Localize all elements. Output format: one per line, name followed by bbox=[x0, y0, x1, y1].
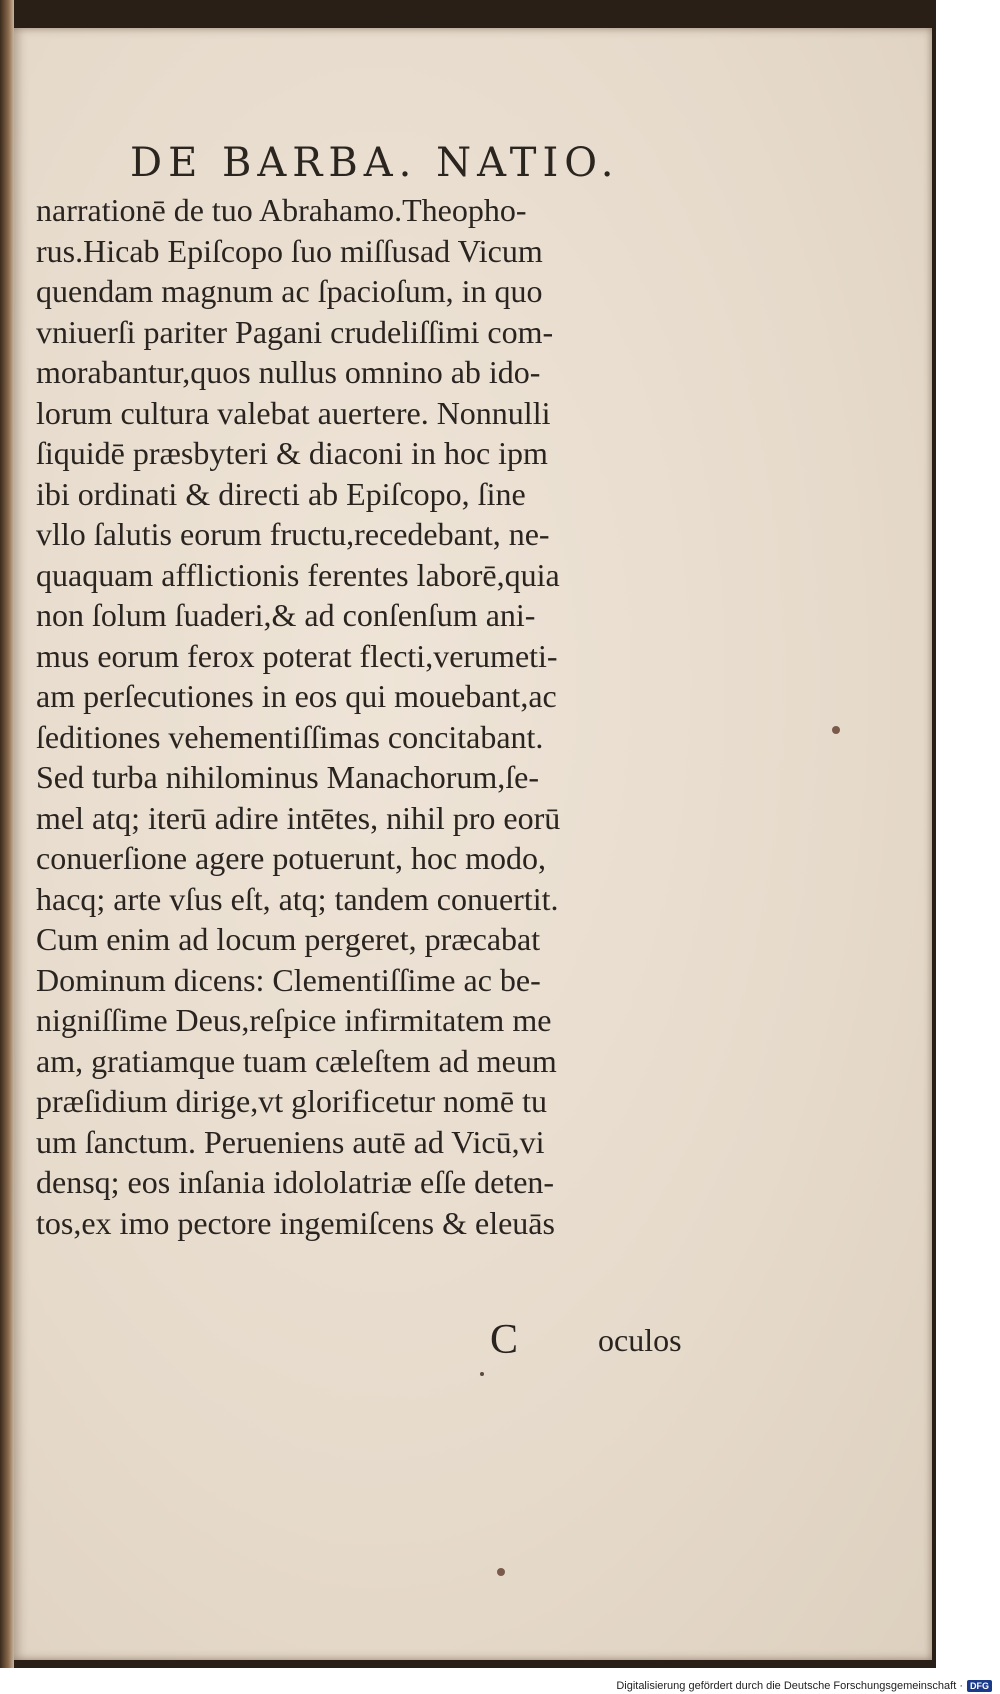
text-line: mel atq; iterū adire intētes, nihil pro eorū bbox=[36, 799, 561, 836]
text-line: narrationē de tuo Abrahamo.Theopho- bbox=[36, 192, 527, 228]
text-line: hacq; arte vſus eſt, atq; tandem conuertit. bbox=[36, 880, 559, 917]
text-line: quendam magnum ac ſpacioſum, in quo bbox=[36, 273, 543, 309]
text-line: ibi ordinati & directi ab Epiſcopo, ſine bbox=[36, 475, 526, 512]
dfg-logo-icon: DFG bbox=[967, 1680, 992, 1692]
page-gutter-edge bbox=[0, 0, 14, 1668]
text-line: conuerſione agere potuerunt, hoc modo, bbox=[36, 840, 547, 876]
text-line: vllo ſalutis eorum fructu,recedebant, ne- bbox=[36, 516, 550, 552]
digitization-credit bbox=[616, 1680, 992, 1692]
ink-spot bbox=[480, 1372, 484, 1376]
text-line: præſidium dirige,vt glorificetur nomē tu bbox=[36, 1083, 548, 1119]
text-line: am, gratiamque tuam cæleſtem ad meum bbox=[36, 1042, 557, 1079]
text-line: nigniſſime Deus,reſpice infirmitatem me bbox=[36, 1002, 552, 1038]
running-head: DE BARBA. NATIO. bbox=[130, 140, 620, 186]
ink-spot bbox=[497, 1568, 505, 1576]
text-line: Dominum dicens: Clementiſſime ac be- bbox=[36, 961, 541, 998]
text-line: Cum enim ad locum pergeret, præcabat bbox=[36, 921, 541, 957]
text-line: um ſanctum. Perueniens autē ad Vicū,vi bbox=[36, 1123, 545, 1160]
text-line: ſeditiones vehementiſſimas concitabant. bbox=[36, 718, 544, 755]
text-line: ſiquidē præsbyteri & diaconi in hoc ipm bbox=[36, 435, 548, 471]
body-text bbox=[36, 190, 696, 1243]
credit-text: Digitalisierung gefördert durch die Deutsche Forschungsgemeinschaft · bbox=[616, 1680, 963, 1692]
text-line: mus eorum ferox poterat flecti,verumeti- bbox=[36, 637, 558, 674]
text-line: Sed turba nihilominus Manachorum,ſe- bbox=[36, 759, 540, 795]
text-line: non ſolum ſuaderi,& ad conſenſum ani- bbox=[36, 597, 536, 633]
text-line: morabantur,quos nullus omnino ab ido- bbox=[36, 354, 541, 390]
text-line: lorum cultura valebat auertere. Nonnulli bbox=[36, 394, 551, 431]
ink-spot bbox=[832, 726, 840, 734]
text-line: tos,ex imo pectore ingemiſcens & eleuās bbox=[36, 1204, 555, 1241]
catchword: oculos bbox=[598, 1322, 682, 1358]
text-line: densq; eos inſania idololatriæ eſſe deten- bbox=[36, 1164, 555, 1200]
text-line: am perſecutiones in eos qui mouebant,ac bbox=[36, 678, 557, 714]
text-line: rus.Hicab Epiſcopo ſuo miſſusad Vicum bbox=[36, 232, 543, 269]
text-line: quaquam afflictionis ferentes laborē,quia bbox=[36, 556, 560, 593]
text-line: vniuerſi pariter Pagani crudeliſſimi com- bbox=[36, 313, 554, 350]
signature-mark: C bbox=[490, 1317, 519, 1363]
